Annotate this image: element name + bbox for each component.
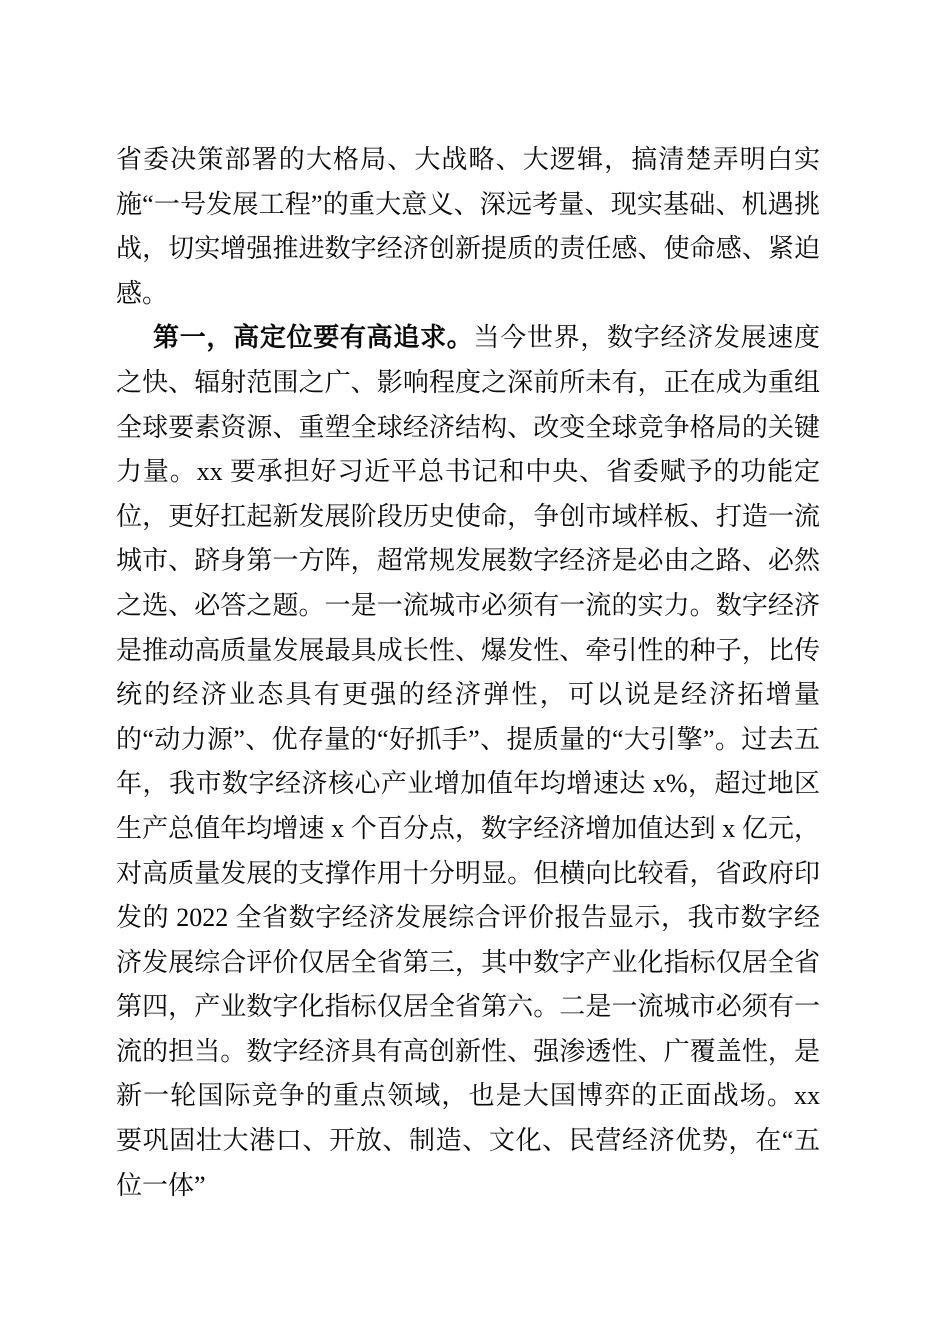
paragraph-continuation xyxy=(116,138,820,316)
text-run-bold: 第一，高定位要有高追求。 xyxy=(153,323,474,353)
text-run: 省委决策部署的大格局、大战略、大逻辑，搞清楚弄明白实施“一号发展工程”的重大意义、深远考量、现实基础、机遇挑战，切实增强推进数字经济创新提质的责任感、使命感、紧迫感。 xyxy=(116,145,820,308)
paragraph-point-one xyxy=(116,316,820,1208)
document-text-block xyxy=(116,138,820,1208)
text-run: 当今世界，数字经济发展速度之快、辐射范围之广、影响程度之深前所未有，正在成为重组全球要素资源、重塑全球经济结构、改变全球竞争格局的关键力量。xx 要承担好习近平总书记和中央、省委赋予的功能定位，更好扛起新发展阶段历史使命，争创市域样板、打造一流城市、跻身第一方阵，超常规发展数字经济是必由之路、必然之选、必答之题。一是一流城市必须有一流的实力。数字经济是推动高质量发展最具成长性、爆发性、牵引性的种子，比传统的经济业态具有更强的经济弹性，可以说是经济拓增量的“动力源”、优存量的“好抓手”、提质量的“大引擎”。过去五年，我市数字经济核心产业增加值年均增速达 x%，超过地区生产总值年均增速 x 个百分点，数字经济增加值达到 x 亿元，对高质量发展的支撑作用十分明显。但横向比较看，省政府印发的 2022 全省数字经济发展综合评价报告显示，我市数字经济发展综合评价仅居全省第三，其中数字产业化指标仅居全省第四，产业数字化指标仅居全省第六。二是一流城市必须有一流的担当。数字经济具有高创新性、强渗透性、广覆盖性，是新一轮国际竞争的重点领域，也是大国博弈的正面战场。xx 要巩固壮大港口、开放、制造、文化、民营经济优势，在“五位一体” xyxy=(116,323,820,1200)
